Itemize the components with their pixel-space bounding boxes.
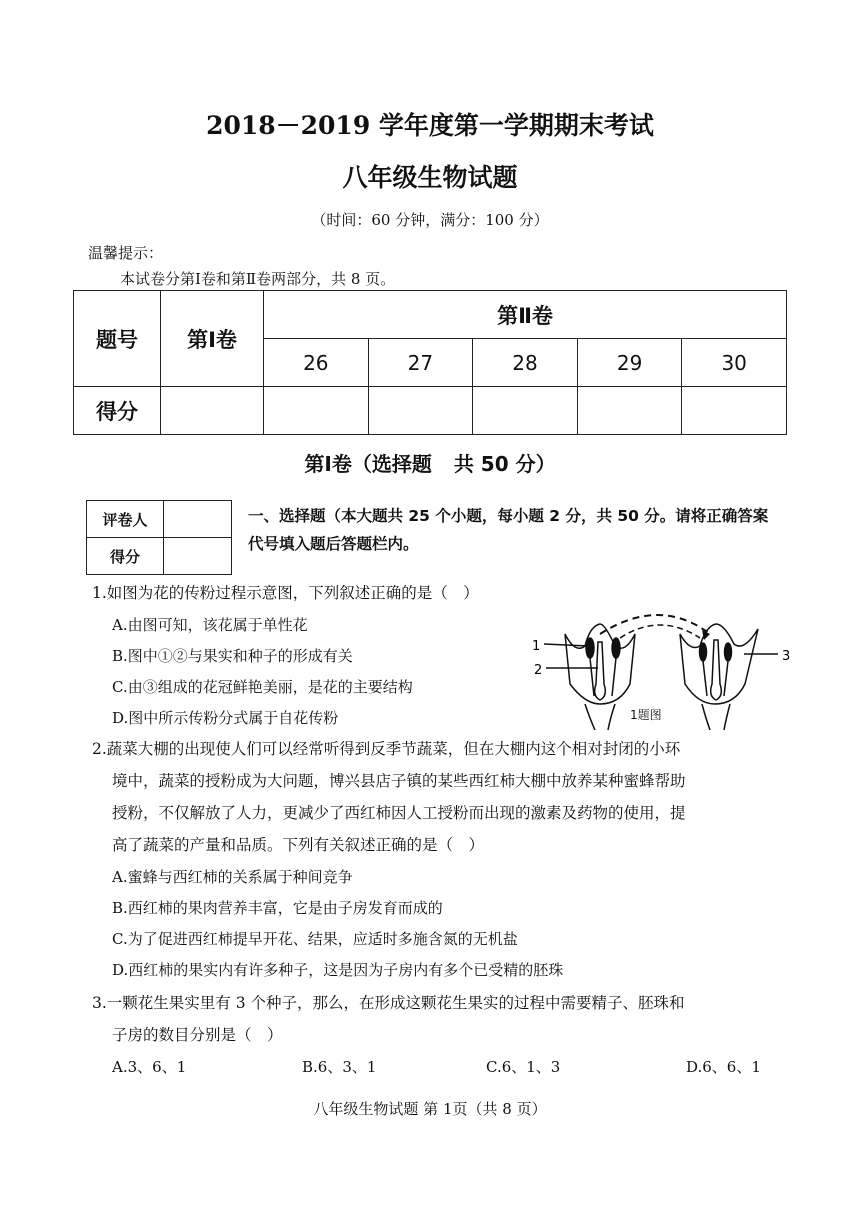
- section-title-points: 共 50 分）: [453, 452, 556, 476]
- question-1-option-b: B.图中①②与果实和种子的形成有关: [112, 647, 353, 665]
- score-table: [73, 290, 787, 435]
- question-2-stem-line: 2.蔬菜大棚的出现使人们可以经常听得到反季节蔬菜，但在大棚内这个相对封闭的小环: [92, 740, 681, 758]
- tip-label: 温馨提示：: [88, 244, 164, 262]
- grader-score-label: 得分: [87, 538, 164, 575]
- question-2-option-b: B.西红柿的果肉营养丰富，它是由子房发育而成的: [112, 899, 443, 917]
- score-cell[interactable]: [161, 387, 264, 435]
- question-3-option-b: B.6、3、1: [302, 1058, 377, 1076]
- question-1-option-a: A.由图可知，该花属于单性花: [112, 616, 308, 634]
- tip-text: 本试卷分第Ⅰ卷和第Ⅱ卷两部分，共 8 页。: [120, 270, 396, 288]
- score-cell[interactable]: [264, 387, 369, 435]
- question-2-option-c: C.为了促进西红柿提早开花、结果，应适时多施含氮的无机盐: [112, 930, 518, 948]
- page-footer: 八年级生物试题 第 1页（共 8 页）: [313, 1100, 547, 1118]
- section-instruction: 一、选择题（本大题共 25 个小题，每小题 2 分，共 50 分。请将正确答案代号填入题后答题栏内。: [248, 507, 769, 553]
- question-number-cell: 26: [264, 339, 369, 387]
- question-3-option-d: D.6、6、1: [686, 1058, 761, 1076]
- score-cell[interactable]: [682, 387, 787, 435]
- section-title-main: 第Ⅰ卷（选择题: [304, 452, 432, 476]
- figure-label-1: 1: [532, 639, 541, 654]
- grader-box: [86, 500, 232, 575]
- exam-title: 2018－2019 学年度第一学期期末考试: [206, 111, 654, 140]
- pollination-figure: [530, 604, 800, 730]
- time-info: （时间：60 分钟，满分：100 分）: [311, 211, 549, 229]
- question-3-option-c: C.6、1、3: [486, 1058, 561, 1076]
- question-1-option-c: C.由③组成的花冠鲜艳美丽，是花的主要结构: [112, 678, 413, 696]
- row-label-number: 题号: [74, 291, 161, 387]
- question-2-stem-line: 境中，蔬菜的授粉成为大问题，博兴县店子镇的某些西红柿大棚中放养某种蜜蜂帮助: [112, 772, 686, 790]
- question-3-option-a: A.3、6、1: [112, 1058, 187, 1076]
- question-2-stem-line: 高了蔬菜的产量和品质。下列有关叙述正确的是（ ）: [112, 836, 485, 854]
- question-2-option-a: A.蜜蜂与西红柿的关系属于种间竞争: [112, 868, 353, 886]
- grader-cell[interactable]: [164, 501, 232, 538]
- question-2-option-d: D.西红柿的果实内有许多种子，这是因为子房内有多个已受精的胚珠: [112, 961, 564, 979]
- question-2-stem-line: 授粉，不仅解放了人力，更减少了西红柿因人工授粉而出现的激素及药物的使用，提: [112, 804, 686, 822]
- question-3-stem-line: 3.一颗花生果实里有 3 个种子，那么，在形成这颗花生果实的过程中需要精子、胚珠和: [92, 994, 685, 1012]
- part1-header: 第Ⅰ卷: [161, 291, 264, 387]
- score-cell[interactable]: [577, 387, 682, 435]
- section-title: [0, 448, 860, 477]
- score-cell[interactable]: [368, 387, 473, 435]
- figure-label-2: 2: [534, 663, 543, 678]
- question-number-cell: 27: [368, 339, 473, 387]
- exam-subtitle: 八年级生物试题: [342, 163, 518, 192]
- question-1-option-d: D.图中所示传粉分式属于自花传粉: [112, 709, 339, 727]
- grader-score-cell[interactable]: [164, 538, 232, 575]
- row-label-score: 得分: [74, 387, 161, 435]
- part2-header: 第Ⅱ卷: [264, 291, 787, 339]
- score-cell[interactable]: [473, 387, 578, 435]
- question-3-stem-line: 子房的数目分别是（ ）: [112, 1026, 283, 1044]
- figure-label-3: 3: [782, 649, 791, 664]
- figure-caption: 1题图: [630, 708, 662, 722]
- grader-label: 评卷人: [87, 501, 164, 538]
- question-number-cell: 30: [682, 339, 787, 387]
- question-1-stem: 1.如图为花的传粉过程示意图，下列叙述正确的是（ ）: [92, 584, 479, 602]
- question-number-cell: 29: [577, 339, 682, 387]
- question-number-cell: 28: [473, 339, 578, 387]
